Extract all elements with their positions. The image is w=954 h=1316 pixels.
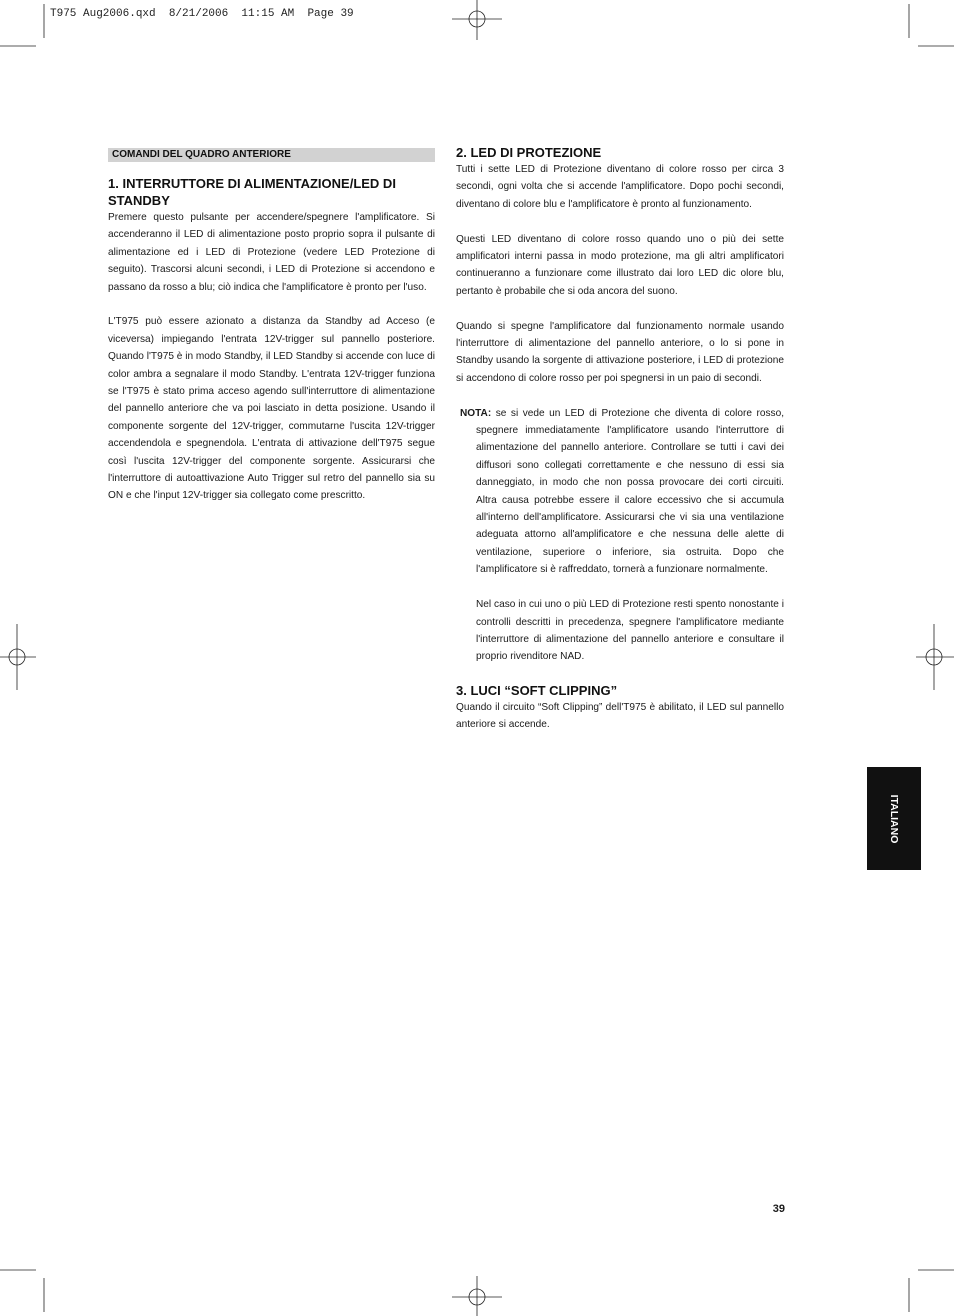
paragraph-protection-2: Questi LED diventano di colore rosso quando uno o più dei sette amplificatori interni passa in modo protezione, ma gli altri amplificatori continueranno a funzionare come illustrato dai loro LED dic olore blu, pertanto è probabile che si oda ancora del suono. xyxy=(456,233,784,297)
heading-soft-clipping: 3. LUCI “SOFT CLIPPING” xyxy=(456,682,618,698)
paragraph-protection-3: Quando si spegne l'amplificatore dal funzionamento normale usando l'interruttore di alimentazione del pannello anteriore, o lo si pone in Standby usando la sorgente di attivazione posteriore, i LED di protezione si accendono di colore rosso per poi spegnersi in un paio di secondi. xyxy=(456,320,784,384)
left-column xyxy=(108,148,435,505)
paragraph-12v-trigger: L'T975 può essere azionato a distanza da Standby ad Acceso (e viceversa) impiegando l'entrata 12V-trigger sul pannello posteriore. Quando l'T975 è in modo Standby, il LED Standby si accende con luce di color ambra a segnalare il modo Standby. L'entrata 12V-trigger funziona se l'T975 è stato prima acceso agendo sull'interruttore di alimentazione del pannello anteriore che va poi lasciato in detta posizione. Usando il componente sorgente del 12V-trigger, commutarne l'uscita 12V-trigger accendendola e spegnendola. L'entrata di attivazione dell'T975 segue così l'uscita 12V-trigger del componente sorgente. Assicurarsi che l'interruttore di autoattivazione Auto Trigger sul retro del pannello sia su ON e che l'input 12V-trigger sia collegato come prescritto. xyxy=(108,316,435,502)
note-paragraph xyxy=(460,405,784,579)
note-label: NOTA: xyxy=(460,407,492,419)
file-slug: T975 Aug2006.qxd 8/21/2006 11:15 AM Page 39 xyxy=(50,8,354,20)
paragraph-power-switch: Premere questo pulsante per accendere/spegnere l'amplificatore. Si accenderanno il LED di alimentazione posto proprio sopra il pulsante di alimentazione ed i LED di Protezione (vedere LED Protezione di seguito). Trascorsi alcuni secondi, i LED di Protezione si accendono e passano da rosso a blu; ciò indica che l'amplificatore è pronto per l'uso. xyxy=(108,212,435,293)
heading-protection-led: 2. LED DI PROTEZIONE xyxy=(456,145,602,160)
heading-power-switch: 1. INTERRUTTORE DI ALIMENTAZIONE/LED DI STANDBY xyxy=(108,176,396,208)
page-number: 39 xyxy=(772,1203,785,1215)
language-tab-label: ITALIANO xyxy=(888,794,900,843)
right-column xyxy=(456,144,784,734)
section-title: COMANDI DEL QUADRO ANTERIORE xyxy=(108,148,435,162)
paragraph-protection-1: Tutti i sette LED di Protezione diventano di colore rosso per circa 3 secondi, ogni volta che si accende l'amplificatore. Dopo pochi secondi, diventano di colore blu e l'amplificatore è pronto al funzionamento. xyxy=(456,164,784,210)
note-continuation: Nel caso in cui uno o più LED di Protezione resti spento nonostante i controlli descritti in precedenza, spegnere l'amplificatore mediante l'interruttore di alimentazione del pannello anteriore e consultare il proprio rivenditore NAD. xyxy=(476,599,784,663)
paragraph-soft-clipping: Quando il circuito “Soft Clipping” dell'T975 è abilitato, il LED sul pannello anteriore si accende. xyxy=(456,701,784,731)
language-tab xyxy=(867,767,921,870)
note-text: se si vede un LED di Protezione che diventa di colore rosso, spegnere immediatamente l'amplificatore usando l'interruttore di alimentazione del pannello anteriore. Controllare se tutti i cavi dei diffusori sono collegati correttamente e che nessuno di essi sia danneggiato, in modo che non possa provocare dei corti circuiti. Altra causa potrebbe essere il calore eccessivo che si accumula all'interno dell'amplificatore. Assicurarsi che vi sia una ventilazione adeguata attorno all'amplificatore e che nessuna delle alette di ventilazione, superiore o inferiore, sia ostruita. Dopo che l'amplificatore si è raffreddato, tornerà a funzionare normalmente. xyxy=(476,407,784,576)
